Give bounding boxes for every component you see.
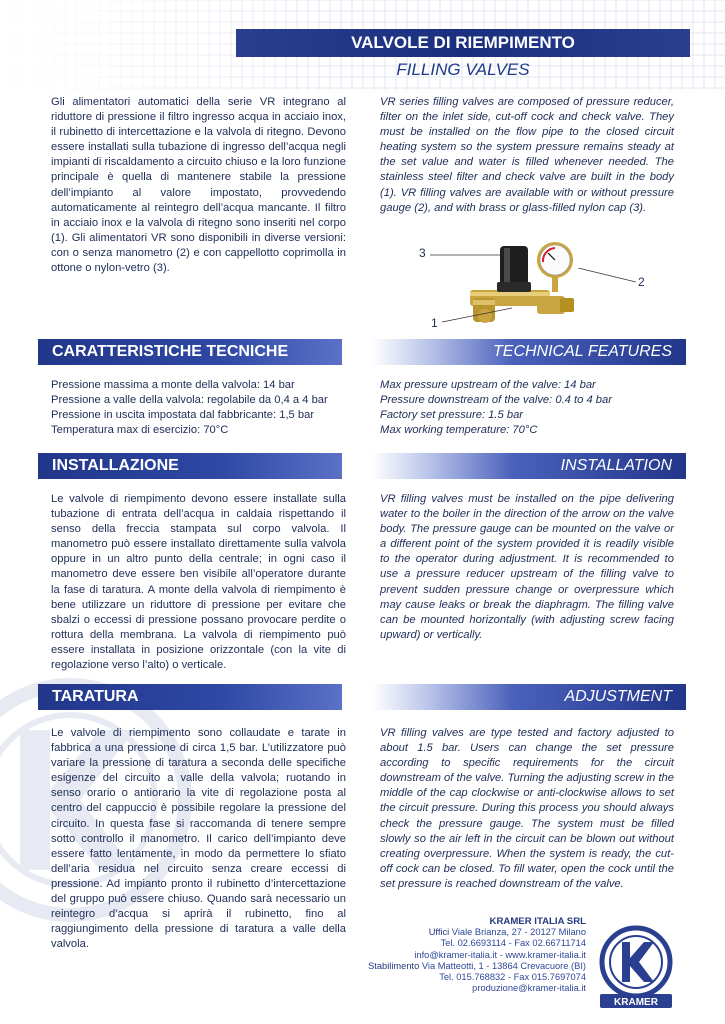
installation-heading-it: INSTALLAZIONE [38,453,342,479]
kramer-logo [594,924,678,1012]
plant-line [350,961,586,972]
technical-list-en [380,378,674,438]
installation-text-it: Le valvole di riempimento devono essere installate sulla tubazione di entrata dell’acqua in caldaia rispettando il senso della freccia stampata sul corpo valvola. Il manometro può essere installato direttamente sulla valvola oppure in un altro punto della centrale; in ogni caso il manometro deve essere ben visibile all’operatore durante la fase di taratura. A monte della valvola di riempimento è bene utilizzare un riduttore di pressione per evitare che sbalzi o eccessi di pressione possano provocare perdite o rottura della membrana. La valvola di riempimento può essere installata in posizione orizzontale (con la vite di regolazione verso l’alto) o verticale. [51,493,346,672]
callout-1: 1 [431,316,438,330]
technical-item-en: Factory set pressure: 1.5 bar [380,409,524,422]
adjustment-heading-it: TARATURA [38,684,342,710]
installation-text-en: VR filling valves must be installed on the pipe delivering water to the boiler in the direction of the arrow on the valve body. The pressure gauge can be mounted on the valve or a different point of the system provided it is readily visible to the operator during adjustment. It is recommended to use a pressure reducer upstream of the filling valve to prevent sudden pressure change or overpressure which may cause leaks or break the diaphragm. The filling valve can be mounted horizontally (with adjusting screw facing upward) or vertically. [380,493,674,641]
adjustment-text-en: VR filling valves are type tested and factory adjusted to about 1.5 bar. Users can change the set pressure according to specific requirements for the circuit downstream of the valve. Turning the adjusting screw in the middle of the cap clockwise or anti-clockwise allows to set the circuit pressure. During this process you should always check the pressure gauge. The system must be filled slowly so the air left in the circuit can be blown out without creating overpressure. When the system is ready, the cut-off cock can be closed. To fill water, open the cock until the set pressure is reached downstream of the valve. [380,727,674,890]
callout-1-line [442,306,512,324]
intro-text-en: VR series filling valves are composed of pressure reducer, filter on the inlet side, cut-off cock and check valve. They must be installed on the flow pipe to the closed circuit heating system so the system pressure remains steady at the set value and water is filled whenever needed. The stainless steel filter and check valve are built in the body (1). VR filling valves are available with or without pressure gauge (2), and with brass or glass-filled nylon cap (3). [380,96,674,214]
callout-3-line [430,252,500,258]
intro-text-it: Gli alimentatori automatici della serie VR integrano al riduttore di pressione il filtro ingresso acqua in acciaio inox, il rubinetto di intercettazione e la valvola di ritegno. Devono essere installati sulla tubazione di ingresso dell’acqua negli impianti di riscaldamento a circuito chiuso e la loro funzione principale è quella di mantenere stabile la pressione dell’impianto al valore impostato, provvedendo automaticamente al reintegro dell’acqua mancante. Il filtro in acciaio inox e la valvola di ritegno sono inseriti nel corpo (1). Gli alimentatori VR sono disponibili in diverse versioni: con o senza manometro (2) e con cappellotto coprimolla in ottone o nylon-vetro (3). [51,96,346,275]
technical-item-it: Temperatura max di esercizio: 70°C [51,424,229,437]
technical-list-it [51,378,346,438]
offices-email[interactable]: info@kramer-italia.it - www.kramer-italia.it [414,949,586,960]
technical-item-it: Pressione massima a monte della valvola: 14 bar [51,379,295,391]
offices-label: Uffici [428,927,450,938]
adjustment-heading-en: ADJUSTMENT [372,684,686,710]
company-name: KRAMER ITALIA SRL [489,916,586,927]
plant-email[interactable]: produzione@kramer-italia.it [472,983,586,994]
offices-phone: Tel. 02.6693114 - Fax 02.66711714 [440,938,586,949]
callout-3: 3 [419,246,426,260]
logo-text: KRAMER [614,997,658,1008]
company-info [350,916,586,994]
technical-item-en: Max pressure upstream of the valve: 14 bar [380,379,596,391]
callout-2: 2 [638,275,645,289]
technical-item-en: Pressure downstream of the valve: 0.4 to 4 bar [380,394,612,407]
technical-heading-en: TECHNICAL FEATURES [372,339,686,365]
plant-label: Stabilimento [368,960,420,971]
offices-line [350,927,586,938]
offices-address: Viale Brianza, 27 - 20127 Milano [451,927,586,938]
plant-address: Via Matteotti, 1 - 13864 Crevacuore (BI) [421,960,586,971]
page-subtitle: FILLING VALVES [396,60,530,79]
technical-item-it: Pressione a valle della valvola: regolabile da 0,4 a 4 bar [51,394,328,407]
technical-heading-it: CARATTERISTICHE TECNICHE [38,339,342,365]
technical-item-it: Pressione in uscita impostata dal fabbricante: 1,5 bar [51,409,315,422]
technical-item-en: Max working temperature: 70°C [380,424,538,437]
callout-2-line [578,268,636,284]
adjustment-text-it: Le valvole di riempimento sono collaudate e tarate in fabbrica a una pressione di circa 1,5 bar. L’utilizzatore può variare la pressione di taratura a seconda delle specifiche esigenze del circuito a valle della valvola; ruotando in senso orario o antiorario la vite di regolazione posta al centro del cappuccio è possibile regolare la pressione del circuito. In questa fase si raccomanda di tenere sempre sotto controllo il manometro. Il carico dell’impianto deve essere fatto lentamente, in modo da permettere lo sfiato dell’aria residua nel circuito senza creare eccessi di pressione. Ad impianto pronto il rubinetto d’intercettazione del gruppo può essere chiuso. Quando sarà necessario un reintegro d’acqua si aprirà il rubinetto, fino al raggiungimento della pressione di taratura a valle della valvola. [51,727,346,951]
plant-phone: Tel. 015.768832 - Fax 015.7697074 [439,972,586,983]
page-title: VALVOLE DI RIEMPIMENTO [236,29,690,57]
installation-heading-en: INSTALLATION [372,453,686,479]
